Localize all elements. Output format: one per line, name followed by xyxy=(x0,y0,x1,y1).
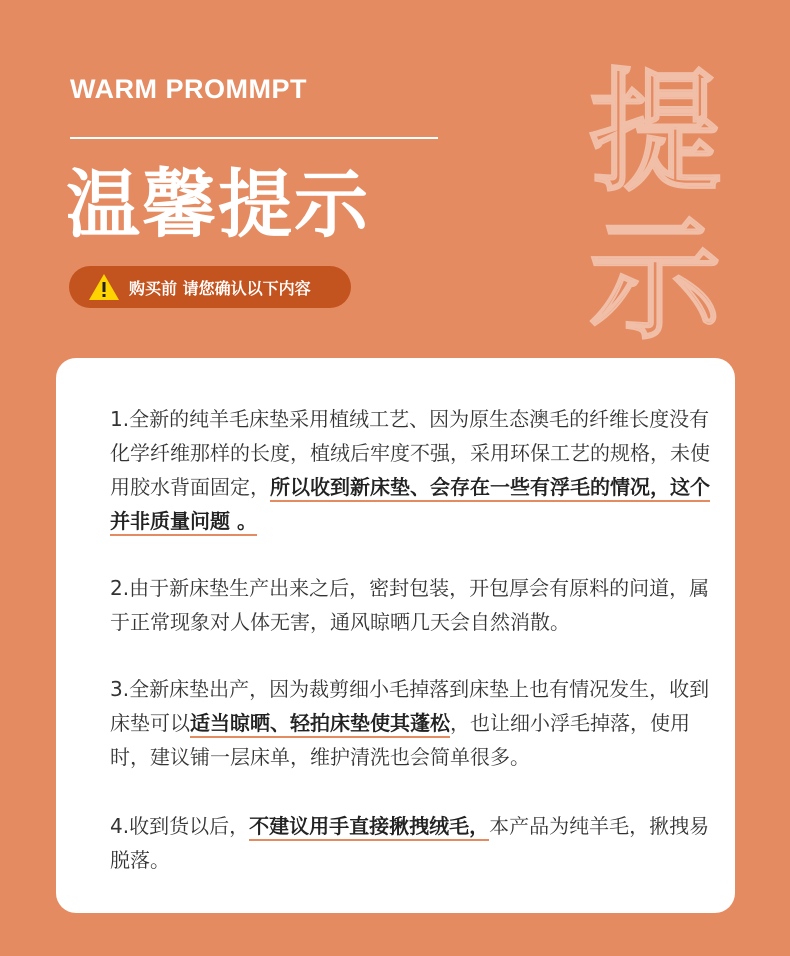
tip-text: 3.全新床垫出产，因为裁剪细小毛掉落到床垫上也有情况发生，收到床垫可以 xyxy=(110,677,710,735)
tip-text: 1.全新的纯羊毛床垫采用植绒工艺、因为原生态澳毛的纤维长度没有化学纤维那样的长度，植绒后牢度不强，采用环保工艺的规格，未使用胶水背面固定， xyxy=(110,407,710,499)
notice-text: 购买前 请您确认以下内容 xyxy=(129,278,311,298)
watermark-text: 提示 xyxy=(589,56,721,358)
tip-highlight: 所以收到新床垫、会存在一些有浮毛的情况，这个并非质量问题 。 xyxy=(110,475,710,536)
tip-paragraph xyxy=(110,402,710,538)
tip-highlight: 不建议用手直接揪拽绒毛， xyxy=(249,814,489,841)
page-title: 温馨提示 xyxy=(66,162,370,248)
tip-text-after: ，也让细小浮毛掉落，使用时，建议铺一层床单，维护清洗也会简单很多。 xyxy=(110,711,690,769)
tip-highlight: 适当晾晒、轻拍床垫使其蓬松 xyxy=(190,711,450,738)
divider xyxy=(70,137,438,139)
eyebrow-text: WARM PROMMPT xyxy=(70,74,307,104)
tip-paragraph xyxy=(110,672,710,774)
tips-card xyxy=(56,358,735,913)
tip-text: 2.由于新床垫生产出来之后，密封包装，开包厚会有原料的问道，属于正常现象对人体无害，通风晾晒几天会自然消散。 xyxy=(110,576,710,634)
notice-badge xyxy=(69,266,351,308)
tip-text-after: 本产品为纯羊毛，揪拽易脱落。 xyxy=(110,814,710,872)
tip-paragraph xyxy=(110,571,710,639)
warning-triangle-icon xyxy=(87,272,121,302)
tip-text: 4.收到货以后， xyxy=(110,814,250,838)
tip-paragraph xyxy=(110,809,710,877)
